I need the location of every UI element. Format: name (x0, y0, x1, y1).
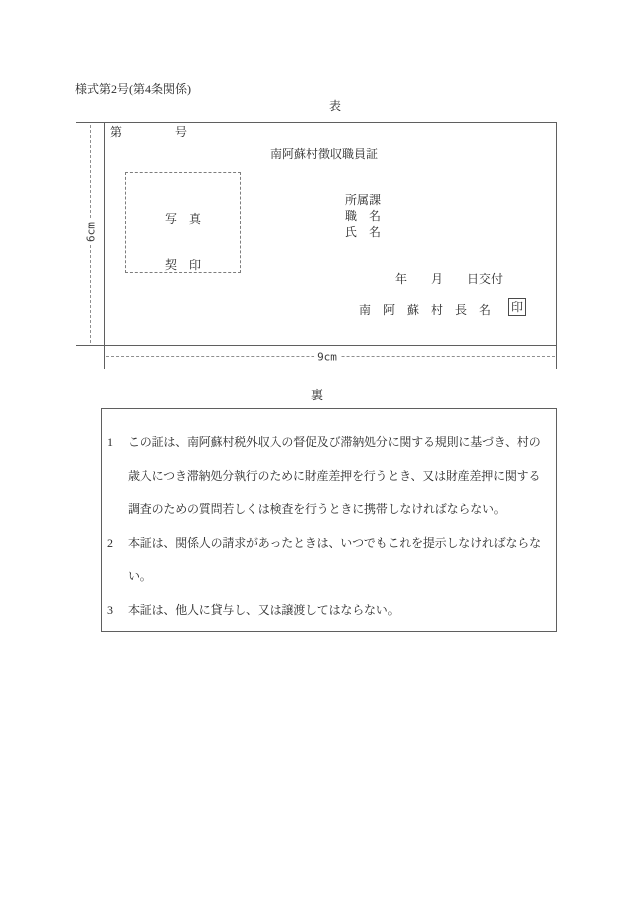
card-right-border (556, 122, 557, 369)
rule-text-line: い。 (128, 569, 152, 583)
rule-text-line: この証は、南阿蘇村税外収入の督促及び滞納処分に関する規則に基づき、村の (128, 435, 541, 449)
back-rules-box (101, 408, 557, 632)
rule-number: 3 (107, 602, 113, 617)
rule-text (128, 527, 550, 594)
rule-number: 1 (107, 435, 113, 449)
card-top-border (76, 122, 557, 123)
rule-item (107, 426, 550, 527)
rule-text-line: 本証は、他人に貸与し、又は譲渡してはならない。 (128, 602, 400, 617)
rule-item (107, 527, 550, 594)
form-number-heading: 様式第2号(第4条関係) (75, 82, 191, 96)
rule-number: 2 (107, 535, 113, 550)
issue-date-line: 年 月 日交付 (395, 272, 504, 286)
back-side-label: 裏 (311, 388, 324, 402)
card-number-suffix: 号 (175, 125, 188, 139)
tally-seal-label: 契 印 (164, 258, 201, 272)
rule-text-line: 歳入につき滞納処分執行のために財産差押を行うとき、又は財産差押に関する (128, 468, 541, 483)
photo-label: 写 真 (164, 212, 201, 226)
width-dimension-label: 9cm (314, 350, 340, 365)
card-bottom-border (76, 345, 557, 346)
rule-text (128, 594, 550, 628)
name-label: 氏 名 (345, 225, 382, 239)
position-label: 職 名 (345, 209, 382, 223)
card-left-border (104, 122, 105, 369)
front-side-label: 表 (329, 99, 342, 113)
rule-text (128, 426, 550, 527)
photo-placeholder-box (125, 172, 241, 273)
height-dimension-label: 6cm (84, 219, 99, 245)
rule-item (107, 594, 550, 628)
mayor-seal-box (508, 298, 526, 316)
rule-text-line: 本証は、関係人の請求があったときは、いつでもこれを提示しなければならな (128, 535, 541, 550)
card-title: 南阿蘇村徴収職員証 (270, 147, 379, 161)
rule-text-line: 調査のための質問若しくは検査を行うときに携帯しなければならない。 (128, 502, 506, 516)
card-number-prefix: 第 (110, 125, 123, 139)
mayor-seal-glyph: 印 (510, 300, 523, 314)
mayor-name-line: 南 阿 蘇 村 長 名 (359, 303, 492, 317)
department-label: 所属課 (345, 193, 382, 207)
